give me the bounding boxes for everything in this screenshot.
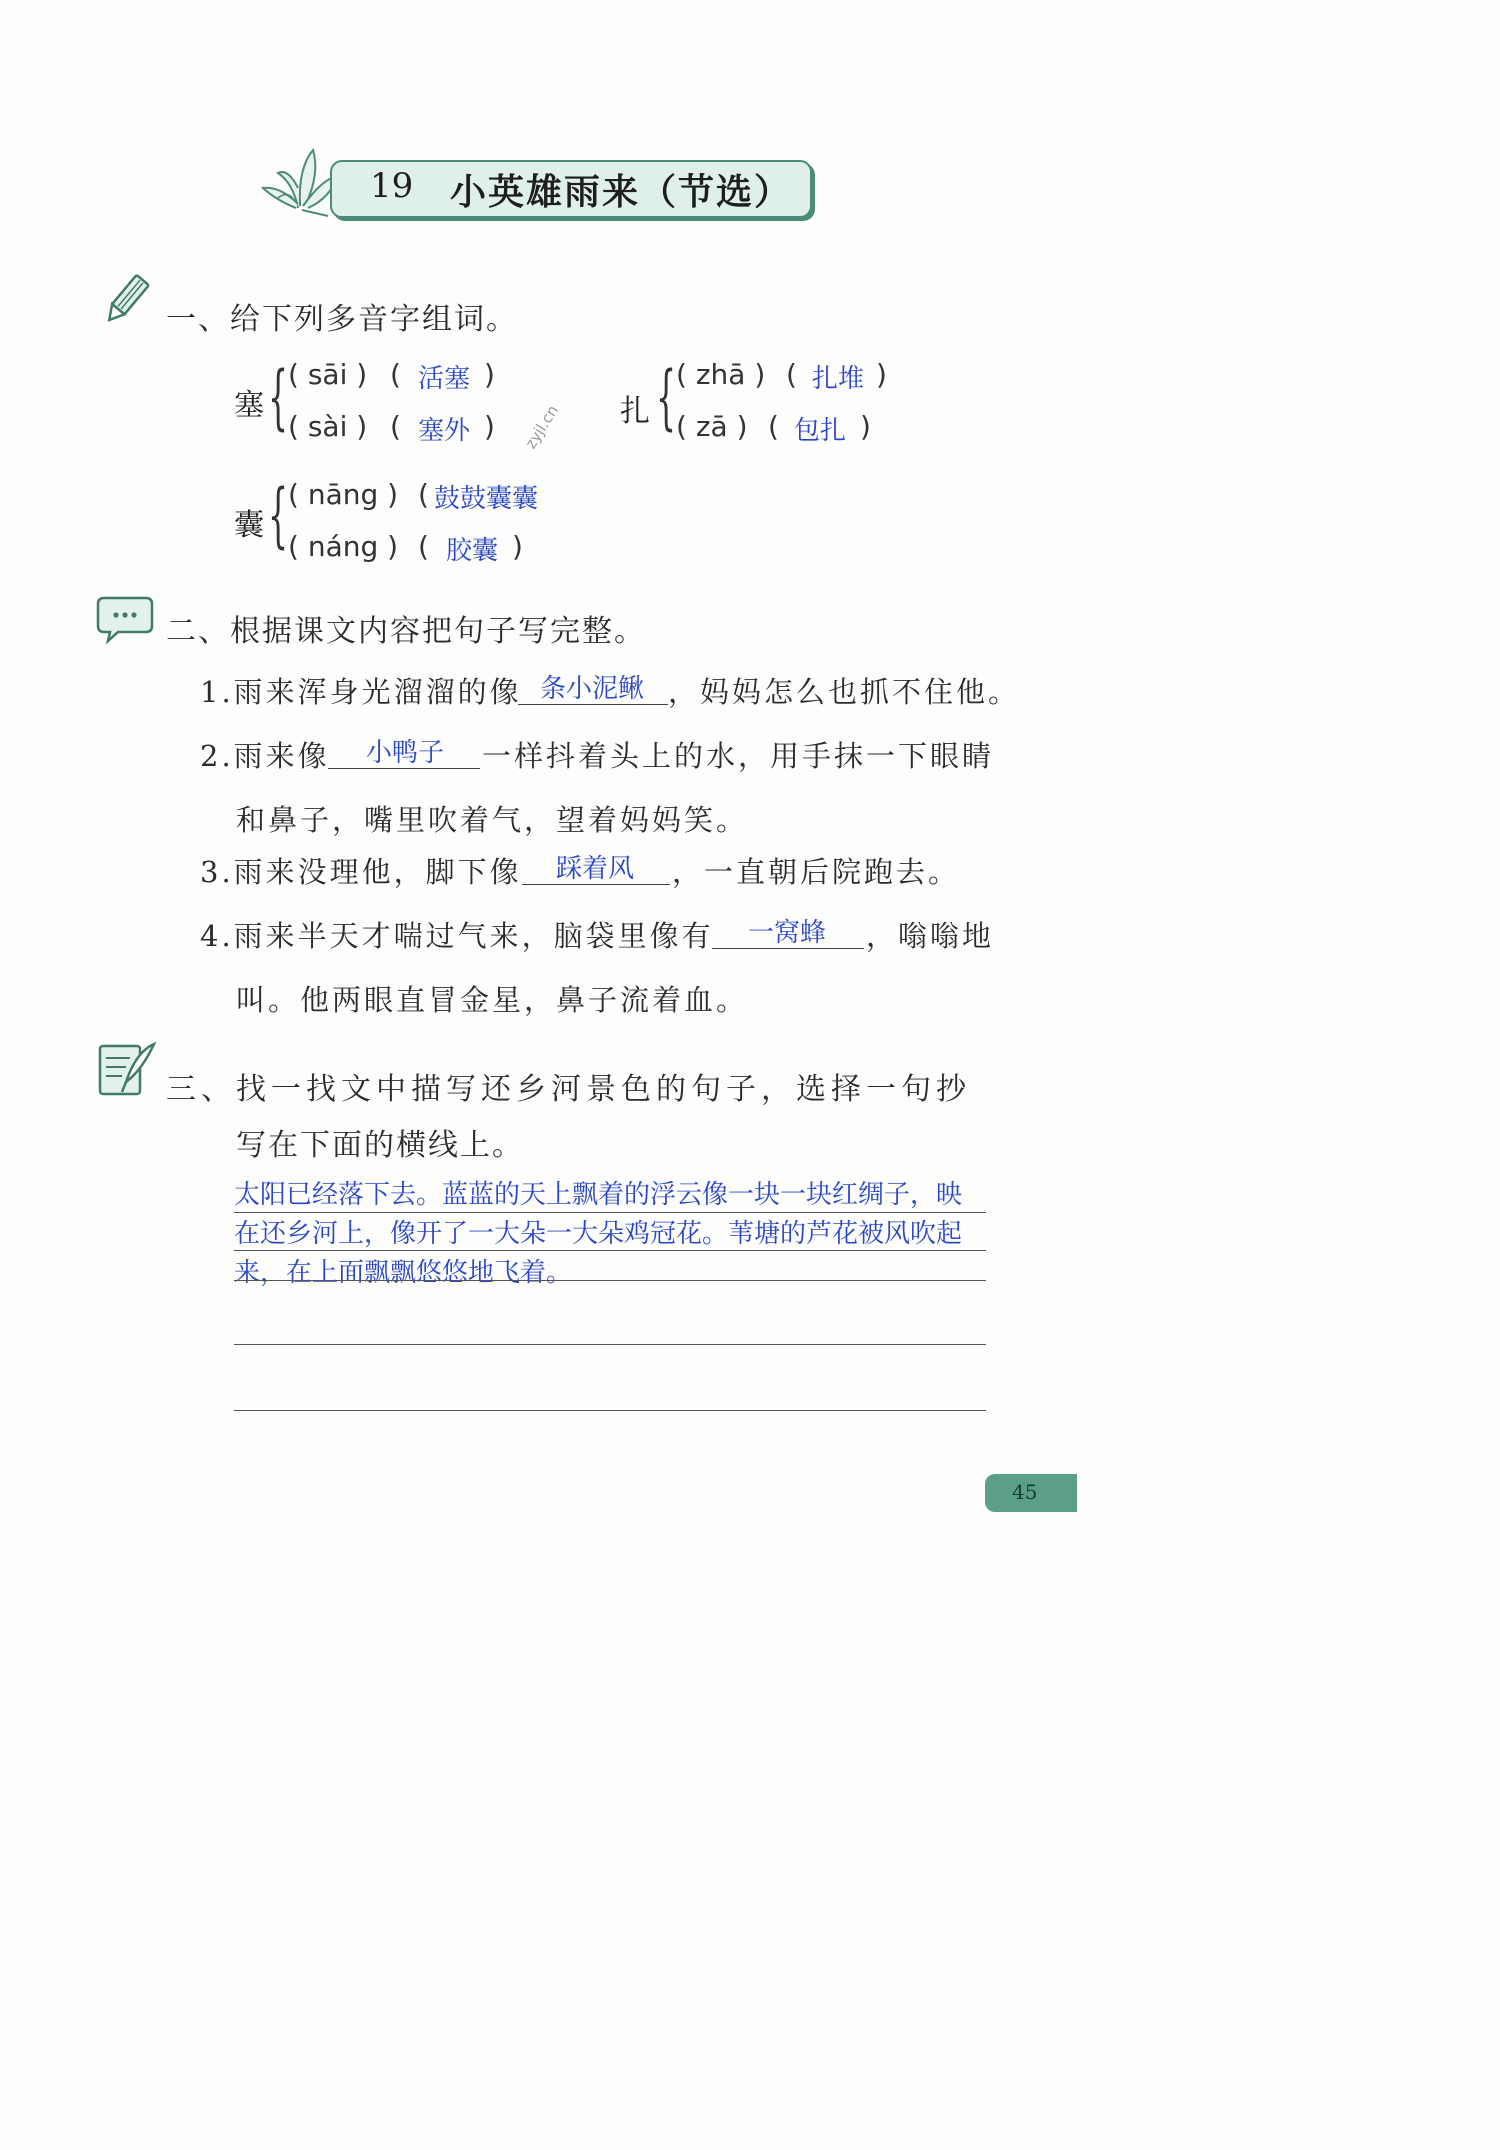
- answer-paren-close: ): [484, 410, 495, 443]
- answer-word: 扎堆: [812, 364, 865, 394]
- sentence-text: 4.雨来半天才喘过气来，脑袋里像有: [200, 919, 714, 953]
- poly-char: 扎: [620, 394, 650, 429]
- sentence-text: 一样抖着头上的水，用手抹一下眼睛: [482, 739, 995, 773]
- pinyin: ( sāi ): [288, 358, 368, 391]
- writing-line: [234, 1250, 986, 1251]
- answer-word: 鼓鼓囊囊: [434, 484, 539, 514]
- lesson-number: 19: [370, 166, 414, 206]
- sentence-text: 叫。他两眼直冒金星，鼻子流着血。: [236, 983, 749, 1017]
- answer-paren-open: (: [768, 410, 779, 443]
- blank-answer: 一窝蜂: [748, 918, 827, 948]
- answer-word: 包扎: [794, 416, 847, 446]
- speech-bubble-icon: [96, 594, 154, 644]
- sentence-text: 和鼻子，嘴里吹着气，望着妈妈笑。: [236, 803, 749, 837]
- answer-paren-open: (: [418, 478, 429, 511]
- blank-answer: 踩着风: [556, 854, 635, 884]
- poly-char: 塞: [234, 388, 264, 423]
- sentence-text: ，嗡嗡地: [866, 919, 995, 953]
- section2-heading: 二、根据课文内容把句子写完整。: [166, 614, 646, 649]
- section1-heading: 一、给下列多音字组词。: [166, 302, 518, 337]
- writing-line: [234, 1344, 986, 1345]
- blank-answer: 小鸭子: [366, 738, 445, 768]
- answer-paren-close: ): [876, 358, 887, 391]
- answer-line-text: 来，在上面飘飘悠悠地飞着。: [234, 1258, 573, 1288]
- sentence-text: ，妈妈怎么也抓不住他。: [668, 675, 1021, 709]
- lesson-title: 小英雄雨来（节选）: [450, 172, 793, 213]
- section3-heading: 三、找一找文中描写还乡河景色的句子，选择一句抄: [166, 1072, 971, 1107]
- answer-line-text: 在还乡河上，像开了一大朵一大朵鸡冠花。苇塘的芦花被风吹起: [234, 1219, 963, 1249]
- sentence-text: 3.雨来没理他，脚下像: [200, 855, 522, 889]
- watermark: zyjl.cn: [521, 402, 563, 452]
- pinyin: ( zā ): [676, 410, 748, 443]
- poly-char: 囊: [234, 508, 264, 543]
- pinyin: ( náng ): [288, 530, 399, 563]
- answer-paren-close: ): [512, 530, 523, 563]
- writing-line: [234, 1410, 986, 1411]
- answer-word: 塞外: [418, 416, 471, 446]
- notepad-quill-icon: [96, 1040, 158, 1100]
- sentence-text: ，一直朝后院跑去。: [672, 855, 961, 889]
- sentence-text: 1.雨来浑身光溜溜的像: [200, 675, 522, 709]
- answer-paren-open: (: [418, 530, 429, 563]
- answer-word: 活塞: [418, 364, 471, 394]
- copied-sentence: [234, 1176, 994, 1293]
- answer-paren-open: (: [786, 358, 797, 391]
- writing-line: [234, 1280, 986, 1281]
- pencil-icon: [98, 272, 154, 328]
- answer-paren-open: (: [390, 410, 401, 443]
- answer-paren-close: ): [860, 410, 871, 443]
- blank-answer: 条小泥鳅: [540, 674, 645, 704]
- answer-word: 胶囊: [446, 536, 499, 566]
- pinyin: ( nāng ): [288, 478, 399, 511]
- answer-paren-close: ): [484, 358, 495, 391]
- writing-line: [234, 1212, 986, 1213]
- pinyin: ( zhā ): [676, 358, 766, 391]
- brace: {: [656, 356, 677, 438]
- sentence-text: 2.雨来像: [200, 739, 330, 773]
- answer-paren-open: (: [390, 358, 401, 391]
- section3-heading-cont: 写在下面的横线上。: [236, 1128, 524, 1163]
- answer-line-text: 太阳已经落下去。蓝蓝的天上飘着的浮云像一块一块红绸子，映: [234, 1180, 963, 1210]
- brace: {: [268, 356, 289, 438]
- pinyin: ( sài ): [288, 410, 368, 443]
- brace: {: [268, 474, 289, 556]
- page-number: 45: [1012, 1480, 1038, 1504]
